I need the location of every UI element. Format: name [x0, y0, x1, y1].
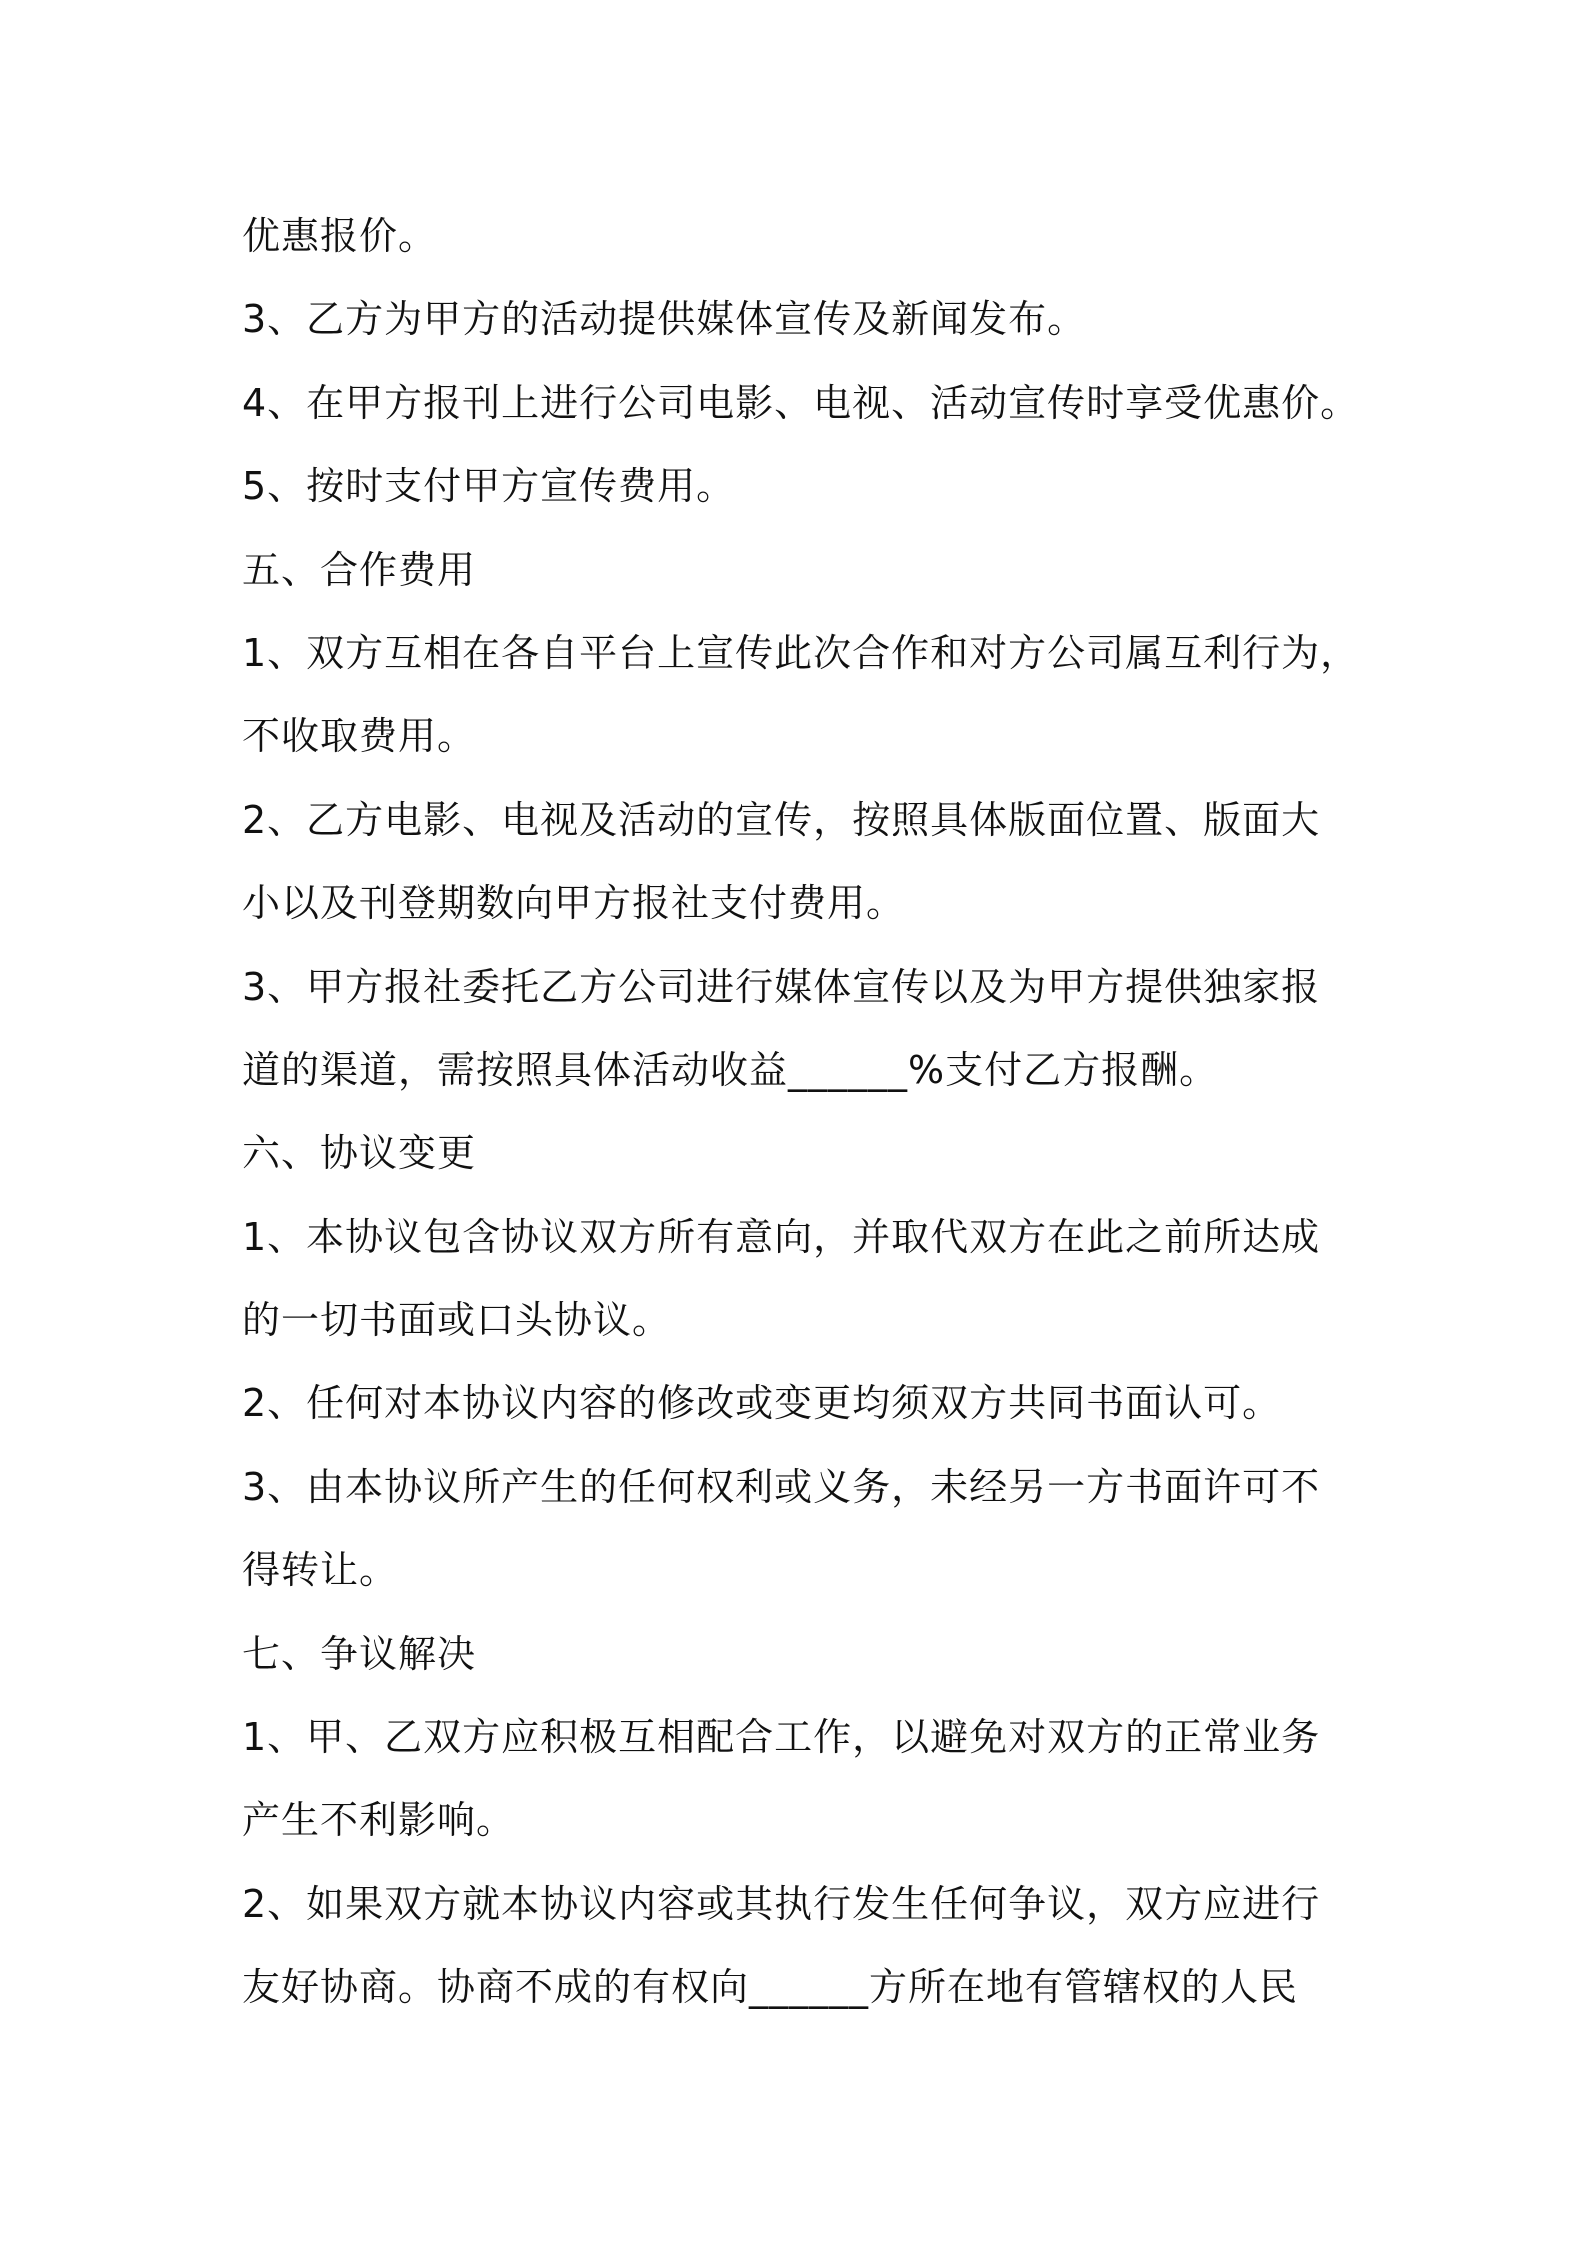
document-body [242, 195, 1392, 2030]
section-heading: 五、合作费用 [242, 547, 477, 592]
text-line: 3、乙方为甲方的活动提供媒体宣传及新闻发布。 [242, 297, 1087, 342]
text-line: 2、任何对本协议内容的修改或变更均须双方共同书面认可。 [242, 1381, 1282, 1426]
text-line: 1、甲、乙双方应积极互相配合工作，以避免对双方的正常业务 [242, 1715, 1321, 1760]
text-line: 2、如果双方就本协议内容或其执行发生任何争议，双方应进行 [242, 1881, 1321, 1926]
text-line: 1、双方互相在各自平台上宣传此次合作和对方公司属互利行为， [242, 630, 1360, 675]
text-line: 产生不利影响。 [242, 1798, 516, 1843]
text-line: 优惠报价。 [242, 214, 438, 258]
text-line: 3、由本协议所产生的任何权利或义务，未经另一方书面许可不 [242, 1464, 1321, 1509]
text-line: 道的渠道，需按照具体活动收益______%支付乙方报酬。 [242, 1047, 1219, 1092]
text-line: 友好协商。协商不成的有权向______方所在地有管辖权的人民 [242, 1965, 1299, 2010]
text-line: 小以及刊登期数向甲方报社支付费用。 [242, 881, 906, 926]
text-line: 不收取费用。 [242, 714, 477, 759]
text-line: 2、乙方电影、电视及活动的宣传，按照具体版面位置、版面大 [242, 797, 1321, 842]
section-heading: 六、协议变更 [242, 1131, 477, 1176]
text-line: 得转让。 [242, 1548, 399, 1593]
text-line: 5、按时支付甲方宣传费用。 [242, 464, 736, 509]
section-heading: 七、争议解决 [242, 1631, 477, 1676]
text-line: 4、在甲方报刊上进行公司电影、电视、活动宣传时享受优惠价。 [242, 380, 1360, 425]
text-line: 1、本协议包含协议双方所有意向，并取代双方在此之前所达成 [242, 1214, 1321, 1259]
text-line: 的一切书面或口头协议。 [242, 1298, 672, 1343]
text-line: 3、甲方报社委托乙方公司进行媒体宣传以及为甲方提供独家报 [242, 964, 1321, 1009]
